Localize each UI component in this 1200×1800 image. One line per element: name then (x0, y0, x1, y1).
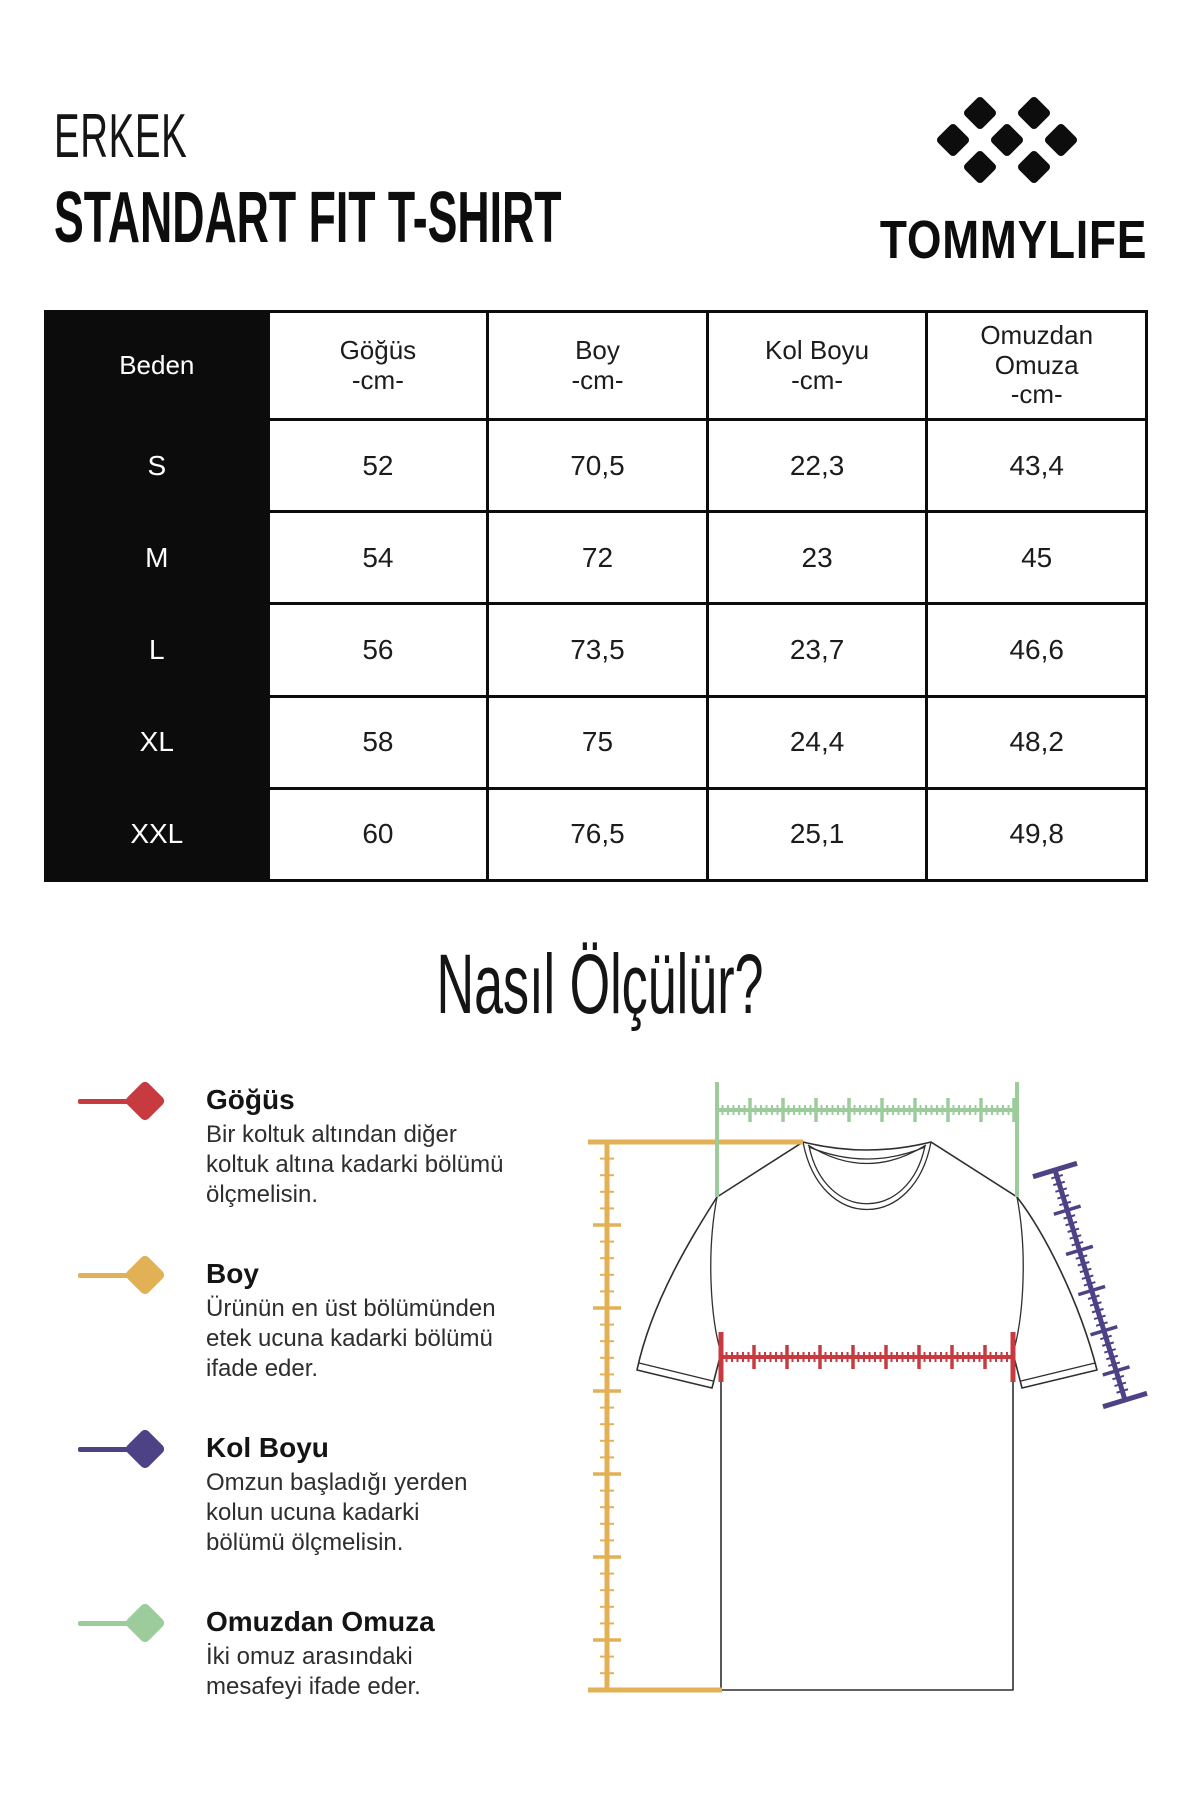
legend-title: Omuzdan Omuza (206, 1606, 435, 1637)
table-cell: 23,7 (706, 602, 926, 694)
chest-marker-icon (78, 1084, 188, 1118)
size-table (44, 310, 1148, 882)
measure-section-title: Nasıl Ölçülür? (436, 937, 764, 1031)
table-cell: 52 (267, 418, 487, 510)
brand-name: TOMMYLIFE (879, 210, 1148, 270)
page-subtitle: ERKEK (54, 102, 188, 171)
legend-item-length (78, 1258, 504, 1384)
table-cell: 56 (267, 602, 487, 694)
size-cell: XXL (47, 787, 267, 879)
table-header-beden: Beden (47, 313, 267, 418)
table-cell: 43,4 (925, 418, 1145, 510)
size-cell: S (47, 418, 267, 510)
tshirt-measurement-diagram (500, 1070, 1200, 1770)
table-cell: 72 (486, 510, 706, 602)
legend-title: Kol Boyu (206, 1432, 329, 1463)
table-cell: 54 (267, 510, 487, 602)
table-cell: 58 (267, 695, 487, 787)
table-cell: 46,6 (925, 602, 1145, 694)
table-cell: 73,5 (486, 602, 706, 694)
table-header-chest: Göğüs -cm- (267, 313, 487, 418)
table-header-shoulder: Omuzdan Omuza -cm- (925, 313, 1145, 418)
page-title: STANDART FIT T-SHIRT (54, 178, 562, 258)
table-cell: 45 (925, 510, 1145, 602)
table-header-length: Boy -cm- (486, 313, 706, 418)
legend-description: Omzun başladığı yerden kolun ucuna kadarki bölümü ölçmelisin. (206, 1469, 468, 1556)
tshirt-outline (637, 1142, 1097, 1690)
table-cell: 22,3 (706, 418, 926, 510)
table-cell: 23 (706, 510, 926, 602)
table-cell: 76,5 (486, 787, 706, 879)
shoulder-marker-icon (78, 1606, 188, 1640)
legend-description: Bir koltuk altından diğer koltuk altına kadarki bölümü ölçmelisin. (206, 1121, 504, 1208)
legend-item-shoulder (78, 1606, 504, 1702)
legend-description: Ürünün en üst bölümünden etek ucuna kadarki bölümü ifade eder. (206, 1295, 496, 1382)
size-cell: M (47, 510, 267, 602)
table-cell: 75 (486, 695, 706, 787)
size-cell: L (47, 602, 267, 694)
table-cell: 48,2 (925, 695, 1145, 787)
measure-legend (78, 1084, 504, 1702)
brand-logo (852, 80, 1162, 271)
table-cell: 25,1 (706, 787, 926, 879)
page-header (54, 102, 873, 258)
table-cell: 60 (267, 787, 487, 879)
length-marker-icon (78, 1258, 188, 1292)
legend-title: Göğüs (206, 1084, 295, 1115)
table-cell: 49,8 (925, 787, 1145, 879)
legend-title: Boy (206, 1258, 259, 1289)
legend-description: İki omuz arasındaki mesafeyi ifade eder. (206, 1643, 421, 1700)
table-cell: 24,4 (706, 695, 926, 787)
sleeve-marker-icon (78, 1432, 188, 1466)
table-header-sleeve: Kol Boyu -cm- (706, 313, 926, 418)
legend-item-chest (78, 1084, 504, 1210)
size-cell: XL (47, 695, 267, 787)
legend-item-sleeve (78, 1432, 504, 1558)
table-cell: 70,5 (486, 418, 706, 510)
tommylife-diamonds-icon (897, 80, 1117, 202)
